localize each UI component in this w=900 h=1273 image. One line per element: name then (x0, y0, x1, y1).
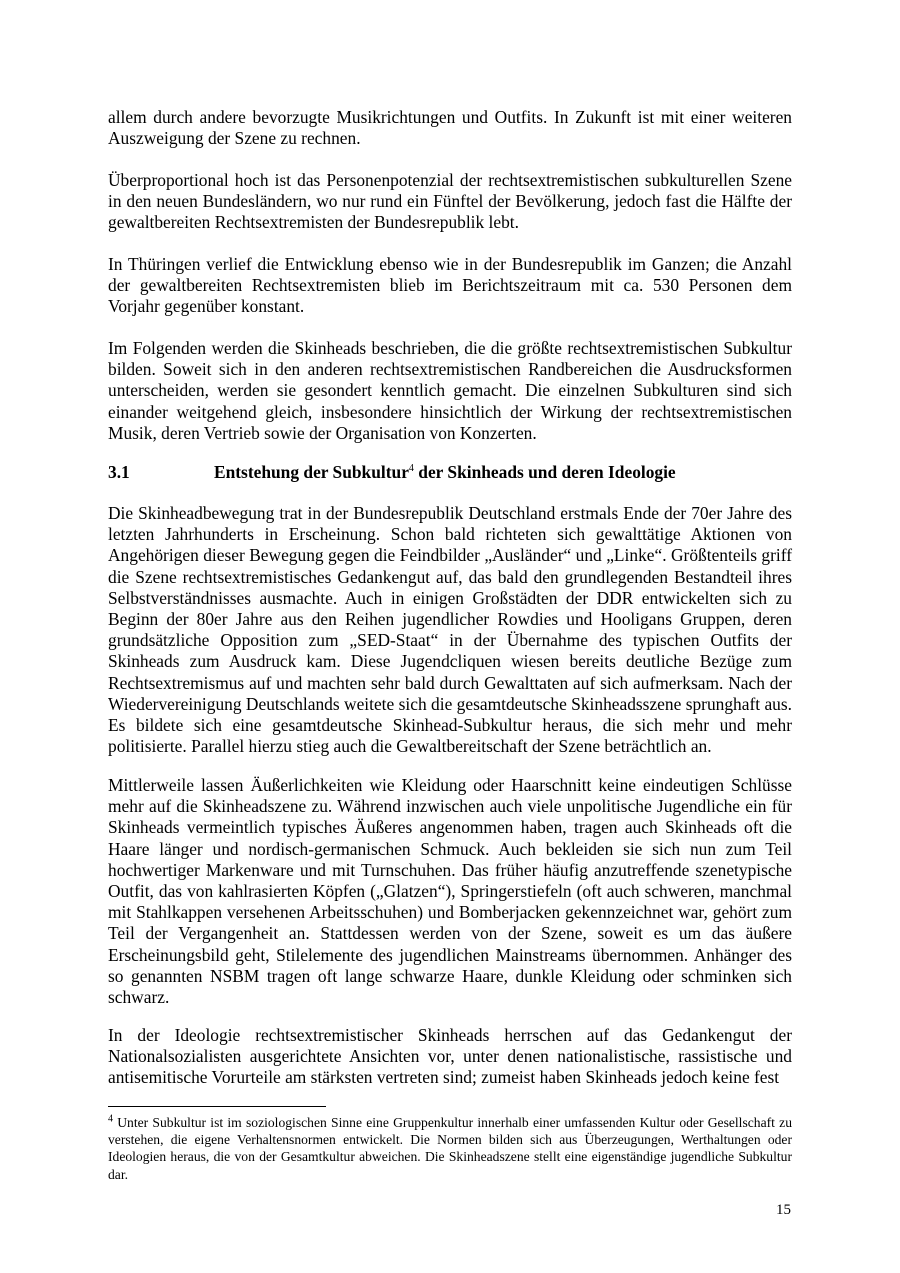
footnote-marker: 4 (108, 1113, 113, 1125)
paragraph-thuringia: In Thüringen verlief die Entwicklung ebenso wie in der Bundesrepublik im Ganzen; die Anzahl der gewaltbereiten Rechtsextremisten blieb im Berichtszeitraum mit ca. 530 Personen dem Vorjahr gegenüber konstant. (108, 254, 792, 317)
page-number: 15 (776, 1202, 791, 1218)
paragraph-ideology: In der Ideologie rechtsextremistischer Skinheads herrschen auf das Gedankengut der Nationalsozialisten ausgerichtete Ansichten vor, unter denen nationalistische, rassistische und antisemitische Vorurteile am stärksten vertreten sind; zumeist haben Skinheads jedoch keine fest (108, 1025, 792, 1088)
section-title-main: Entstehung der Subkultur (214, 462, 409, 482)
section-title (214, 461, 676, 483)
paragraph-music-outfits: allem durch andere bevorzugte Musikrichtungen und Outfits. In Zukunft ist mit einer weiteren Auszweigung der Szene zu rechnen. (108, 107, 792, 149)
paragraph-skinhead-history: Die Skinheadbewegung trat in der Bundesrepublik Deutschland erstmals Ende der 70er Jahre des letzten Jahrhunderts in Erscheinung. Schon bald richteten sich gewalttätige Aktionen von Angehörigen dieser Bewegung gegen die Feindbilder „Ausländer“ und „Linke“. Größtenteils griff die Szene rechtsextremistisches Gedankengut auf, das bald den grundlegenden Bestandteil ihres Selbstverständnisses ausmachte. Auch in einigen Großstädten der DDR entwickelten sich zu Beginn der 80er Jahre aus den Reihen jugendlicher Rowdies und Hooligans Gruppen, deren grundsätzliche Opposition zum „SED-Staat“ in der Übernahme des typischen Outfits der Skinheads zum Ausdruck kam. Diese Jugendcliquen wiesen bereits deutliche Bezüge zum Rechtsextremismus auf und machten sehr bald durch Gewalttaten auf sich aufmerksam. Nach der Wiedervereinigung Deutschlands weitete sich die gesamtdeutsche Skinheadsszene sprunghaft aus. Es bildete sich eine gesamtdeutsche Skinhead-Subkultur heraus, die sich mehr und mehr politisierte. Parallel hierzu stieg auch die Gewaltbereitschaft der Szene beträchtlich an. (108, 503, 792, 757)
paragraph-appearance: Mittlerweile lassen Äußerlichkeiten wie Kleidung oder Haarschnitt keine eindeutigen Schlüsse mehr auf die Skinheadszene zu. Während inzwischen auch viele unpolitische Jugendliche ein für Skinheads vermeintlich typisches Äußeres angenommen haben, tragen auch Skinheads oft die Haare länger und nordisch-germanischen Schmuck. Auch bekleiden sie sich nun zum Teil hochwertiger Markenware und mit Turnschuhen. Das früher häufig anzutreffende szenetypische Outfit, das von kahlrasierten Köpfen („Glatzen“), Springerstiefeln (oft auch schweren, manchmal mit Stahlkappen versehenen Arbeitsschuhen) und Bomberjacken gekennzeichnet war, gehört zum Teil der Vergangenheit an. Stattdessen werden von der Szene, soweit es um das äußere Erscheinungsbild geht, Stilelemente des jugendlichen Mainstreams übernommen. Anhänger des so genannten NSBM tragen oft lange schwarze Haare, dunkle Kleidung oder schminken sich schwarz. (108, 775, 792, 1008)
section-number: 3.1 (108, 462, 130, 482)
section-title-rest: der Skinheads und deren Ideologie (413, 462, 676, 482)
footnote-text: Unter Subkultur ist im soziologischen Sinne eine Gruppenkultur innerhalb einer umfassenden Kultur oder Gesellschaft zu verstehen, die eigene Verhaltensnormen entwickelt. Die Normen bilden sich aus Überzeugungen, Werthaltungen oder Ideologien heraus, die von der Gesamtkultur abweichen. Die Skinheadszene stellt eine eigenständige jugendliche Subkultur dar. (108, 1115, 792, 1182)
footnote-reference[interactable]: 4 (408, 463, 414, 475)
paragraph-new-federal-states: Überproportional hoch ist das Personenpotenzial der rechtsextremistischen subkulturellen Szene in den neuen Bundesländern, wo nur rund ein Fünftel der Bevölkerung, jedoch fast die Hälfte der gewaltbereiten Rechtsextremisten der Bundesrepublik lebt. (108, 170, 792, 233)
footnote (108, 1114, 792, 1183)
footnote-separator (108, 1106, 326, 1107)
paragraph-subcultures-overview: Im Folgenden werden die Skinheads beschrieben, die die größte rechtsextremistischen Subkultur bilden. Soweit sich in den anderen rechtsextremistischen Randbereichen die Ausdrucksformen unterscheiden, werden sie gesondert kenntlich gemacht. Die einzelnen Subkulturen sind sich einander weitgehend gleich, insbesondere hinsichtlich der Wirkung der rechtsextremistischen Musik, deren Vertrieb sowie der Organisation von Konzerten. (108, 338, 792, 443)
